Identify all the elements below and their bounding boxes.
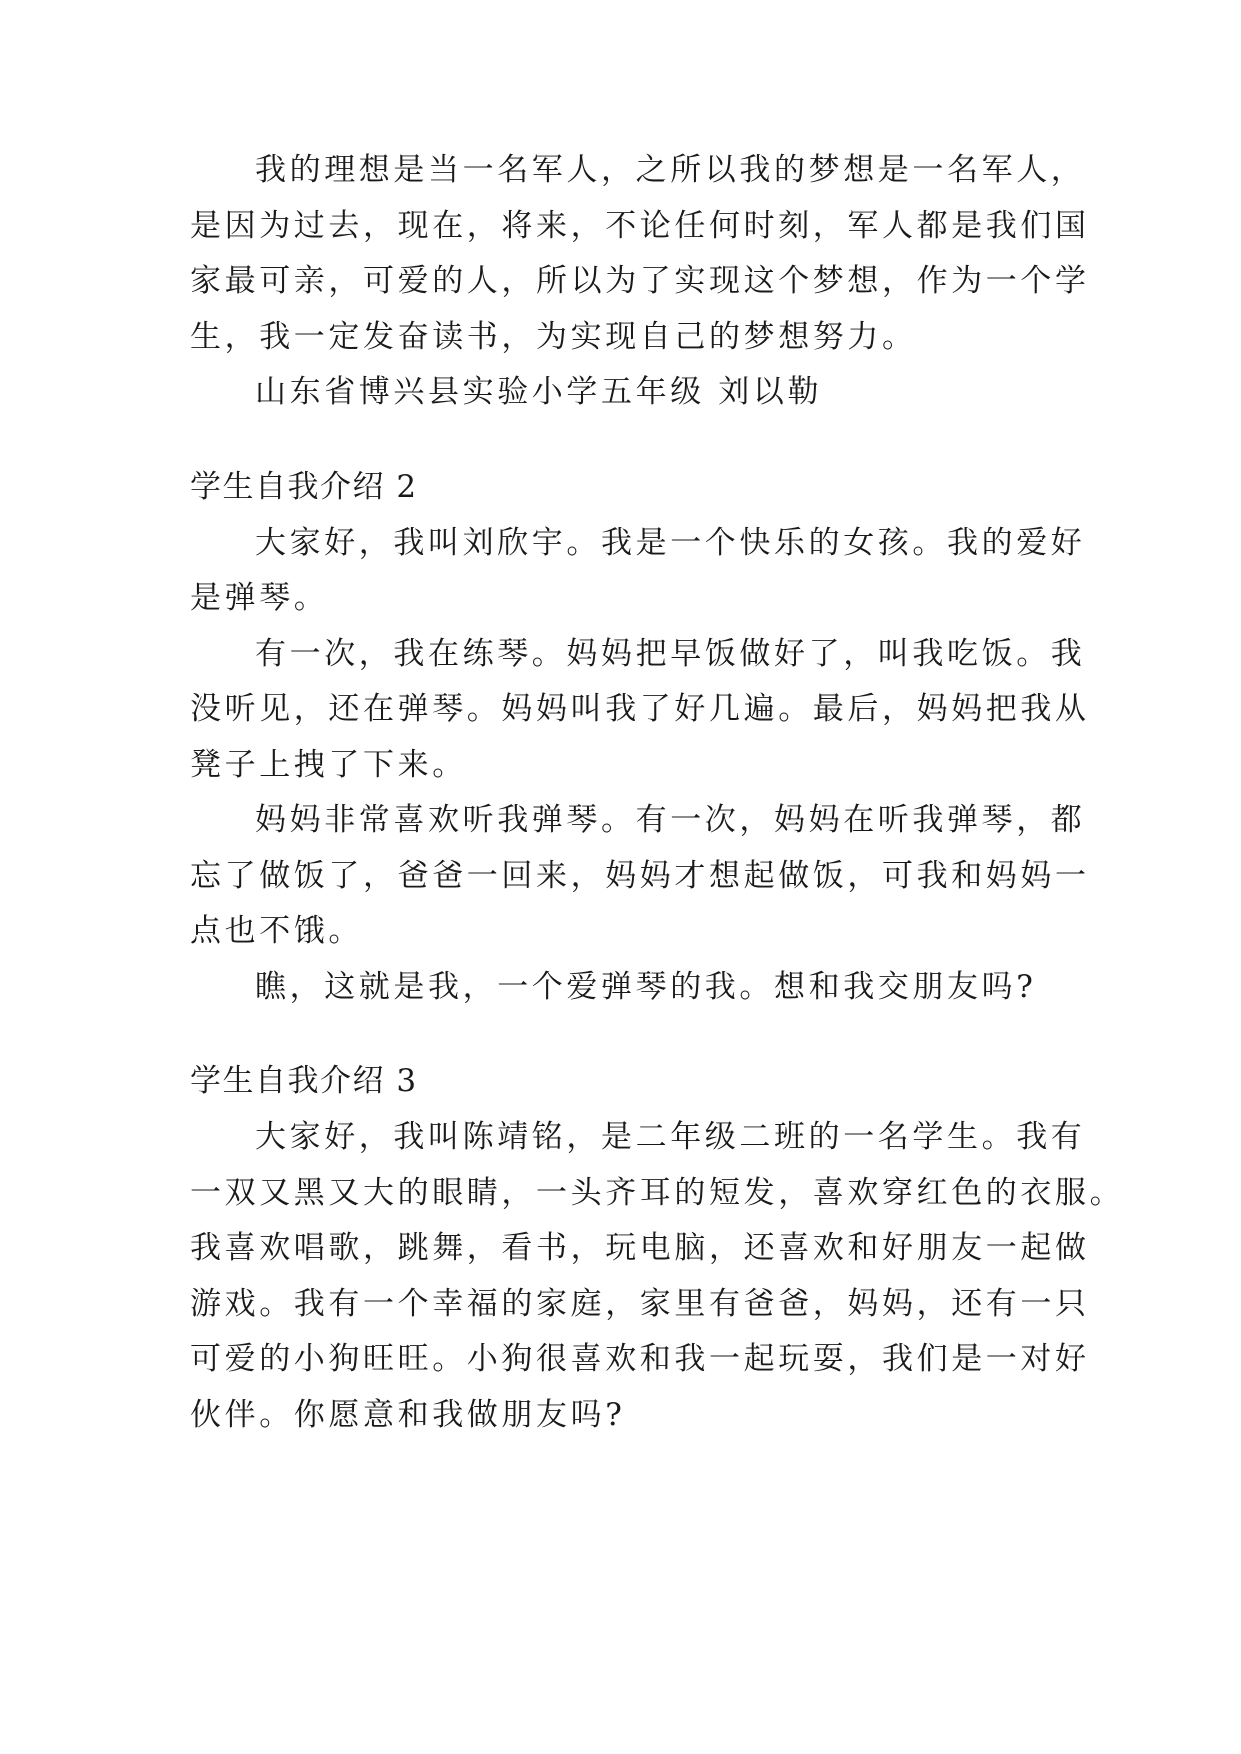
text-line: 游戏。我有一个幸福的家庭，家里有爸爸，妈妈，还有一只 (190, 1286, 1090, 1322)
section-title-3: 学生自我介绍 3 (190, 1063, 418, 1099)
text-line: 没听见，还在弹琴。妈妈叫我了好几遍。最后，妈妈把我从 (190, 691, 1090, 727)
text-line: 妈妈非常喜欢听我弹琴。有一次，妈妈在听我弹琴，都 (255, 802, 1086, 838)
text-line: 生，我一定发奋读书，为实现自己的梦想努力。 (190, 319, 917, 355)
text-line: 是因为过去，现在，将来，不论任何时刻，军人都是我们国 (190, 208, 1090, 244)
text-line: 瞧，这就是我，一个爱弹琴的我。想和我交朋友吗? (255, 969, 1037, 1005)
text-line: 凳子上拽了下来。 (190, 747, 467, 783)
text-line: 一双又黑又大的眼睛，一头齐耳的短发，喜欢穿红色的衣服。 (190, 1175, 1125, 1211)
text-line: 可爱的小狗旺旺。小狗很喜欢和我一起玩耍，我们是一对好 (190, 1341, 1090, 1377)
text-line: 点也不饿。 (190, 913, 363, 949)
author-signature: 山东省博兴县实验小学五年级 刘以勒 (255, 374, 823, 410)
text-line: 我喜欢唱歌，跳舞，看书，玩电脑，还喜欢和好朋友一起做 (190, 1230, 1090, 1266)
text-line: 有一次，我在练琴。妈妈把早饭做好了，叫我吃饭。我 (255, 636, 1086, 672)
text-line: 伙伴。你愿意和我做朋友吗? (190, 1397, 626, 1433)
text-line: 我的理想是当一名军人，之所以我的梦想是一名军人， (255, 152, 1086, 188)
text-line: 忘了做饭了，爸爸一回来，妈妈才想起做饭，可我和妈妈一 (190, 858, 1090, 894)
text-line: 家最可亲，可爱的人，所以为了实现这个梦想，作为一个学 (190, 263, 1090, 299)
section-title-2: 学生自我介绍 2 (190, 469, 418, 505)
text-line: 是弹琴。 (190, 580, 329, 616)
text-line: 大家好，我叫刘欣宇。我是一个快乐的女孩。我的爱好 (255, 525, 1086, 561)
text-line: 大家好，我叫陈靖铭，是二年级二班的一名学生。我有 (255, 1119, 1086, 1155)
